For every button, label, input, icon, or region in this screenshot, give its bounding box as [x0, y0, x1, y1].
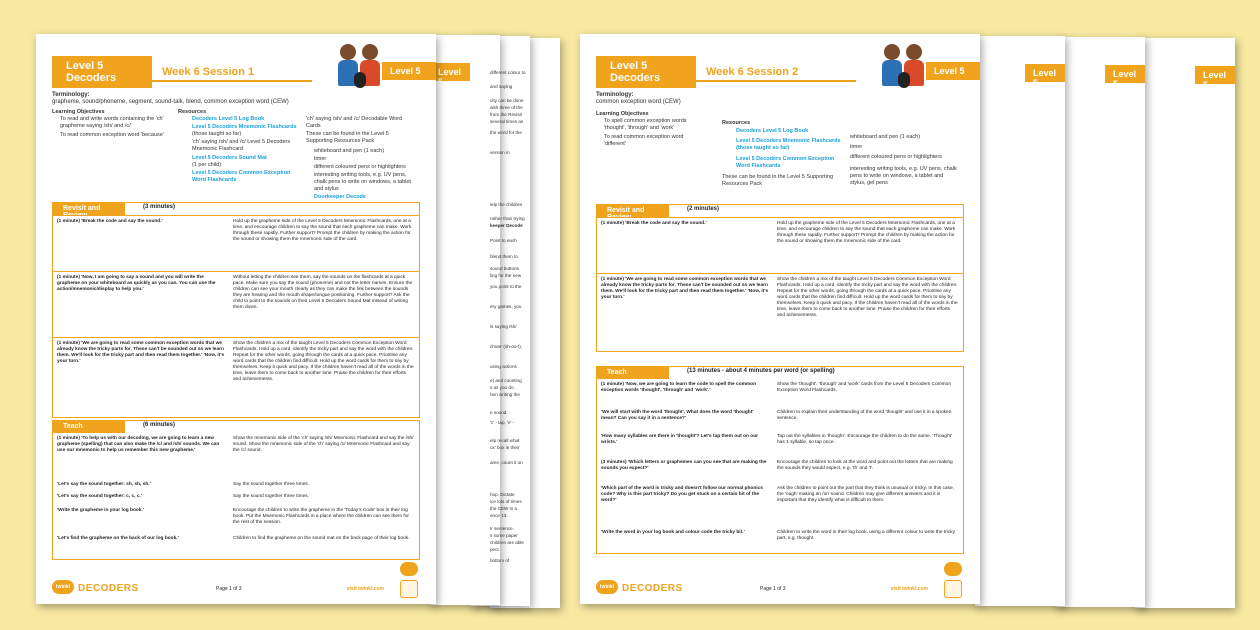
- decoders-logo: DECODERS: [78, 583, 139, 594]
- objective-item: To spell common exception words 'thought', 'through' and 'work': [604, 118, 687, 131]
- table-row: [53, 215, 419, 271]
- objectives-label: Learning Objectives: [596, 111, 649, 117]
- objectives-label: Learning Objectives: [52, 109, 105, 115]
- quality-badge-icon: [944, 580, 962, 598]
- back-level-badge: Level 5: [1105, 65, 1145, 83]
- table-row: [597, 407, 963, 431]
- snippet: the CEW in a: [490, 506, 518, 511]
- website-link: visit twinkl.com: [346, 586, 384, 592]
- snippet: s some paper: [490, 533, 518, 538]
- snippet: is saying /sh/: [490, 324, 517, 329]
- snippet: hop. Dictate: [490, 492, 515, 497]
- table-row: [597, 217, 963, 273]
- row-guidance: Show the children a mix of the taught Level 5 Decoders Common Exception Word Flashcards. Hold up a card, identify the tricky part and say the word with the children. Repeat for the other words, going through the cards at a quick pace. Prioritise any word cards that the children find difficult. Hold up the word cards for them to say by themselves. Keep it quick and pacy. If the children haven't read all of the words in the time, leave them to come back to another time. Praise the children for their efforts and achievements.: [777, 277, 958, 318]
- snippet: e) and counting: [490, 378, 522, 383]
- section-heading: Revisit and Review: [53, 203, 125, 215]
- row-guidance: Tap out the syllables in 'thought'. Encourage the children to do the same. 'Thought' has 1 syllable, so tap once.: [777, 434, 952, 445]
- sheet-footer: [36, 576, 436, 604]
- row-guidance: Children to find the grapheme on the sound mat on the back page of their log book.: [233, 536, 410, 541]
- mascot-image: [336, 42, 384, 92]
- terminology-label: Terminology:: [52, 92, 90, 98]
- snippet: ox' box in their: [490, 445, 520, 450]
- snippet: s as you do.: [490, 385, 515, 390]
- snippet: elp recall what: [490, 438, 520, 443]
- table-row: [597, 483, 963, 527]
- row-instruction: (1 minute) 'Break the code and say the sound.': [601, 221, 707, 226]
- twinkl-badge-icon: [944, 562, 962, 576]
- table-row: [597, 273, 963, 353]
- snippet: bottom of: [490, 558, 510, 563]
- back-sheet-right-2: [1055, 37, 1145, 607]
- row-guidance: Hold up the grapheme side of the Level 5 Decoders Mnemonic Flashcards, one at a time, and encourage children to say the sound that each grapheme can make. Work through these rapidly. Further support? Prompt the children by making the action for the sound or showing them the mnemonic side of the card.: [777, 221, 956, 244]
- snippet: ame, count it on: [490, 460, 523, 465]
- table-row: [53, 433, 419, 479]
- table-row: [597, 527, 963, 555]
- resource-item: interesting writing tools, e.g. UV pens, chalk pens to write on windows, a tablet and stylus: [314, 172, 411, 192]
- resource-item: timer: [314, 156, 327, 162]
- page-number: Page 1 of 3: [216, 586, 242, 592]
- row-guidance: Say the sound together three times.: [233, 482, 309, 487]
- session-title: Week 6 Session 1: [152, 62, 312, 82]
- quality-badge-icon: [400, 580, 418, 598]
- revisit-review-section: [596, 204, 964, 352]
- snippet: you point to the: [490, 284, 522, 289]
- snippet: from the Revisit: [490, 112, 522, 117]
- resources-label: Resources: [178, 109, 207, 115]
- resource-item: whiteboard and pen (1 each): [850, 134, 921, 140]
- section-heading: Teach: [597, 367, 669, 379]
- session-title: Week 6 Session 2: [696, 62, 856, 82]
- resource-item: (those taught so far): [192, 131, 242, 137]
- lesson-sheet-session-1: [36, 34, 436, 604]
- snippet: using actions: [490, 364, 517, 369]
- mascot-image: [880, 42, 928, 92]
- decoders-logo: DECODERS: [622, 583, 683, 594]
- table-row: [597, 431, 963, 457]
- snippet: ielp the children: [490, 202, 523, 207]
- row-instruction: (3 minutes) 'Which letters or graphemes can you see that are making the sounds you expect?': [601, 460, 767, 471]
- resource-item: timer: [850, 144, 863, 150]
- table-row: [53, 533, 419, 557]
- row-instruction: 'Let's say the sound together: c, c, c.': [57, 494, 142, 499]
- row-instruction: 'Write the word in your log book and colour code the tricky bit.': [601, 530, 745, 535]
- sheet-footer: [580, 576, 980, 604]
- section-time: (2 minutes): [687, 206, 720, 212]
- resource-item: Doorkeeper Decode: [314, 194, 366, 200]
- snippet: 'c' - tap, 'e' -: [490, 420, 515, 425]
- snippet: ice lots of times: [490, 499, 522, 504]
- resource-item: These can be found in the Level 5 Supporting Resources Pack: [722, 174, 833, 187]
- resource-item: different coloured pens or highlighters: [314, 164, 406, 170]
- snippet: city can be done: [490, 98, 524, 103]
- row-instruction: (1 minute) 'Now, I am going to say a sound and you will write the grapheme on your whiteboard as quickly as you can. You can use the action/mnemonic/display to help you.': [57, 275, 216, 292]
- terminology-label: Terminology:: [596, 92, 634, 98]
- row-guidance: Children to explain their understanding of the word 'thought' and use it in a spoken sentence.: [777, 410, 952, 421]
- row-guidance: Encourage the children to write the grapheme in the 'Today's Code' box in their log book. Put the Mnemonic Flashcards in a place where the children can see them for the rest of the session.: [233, 508, 409, 525]
- row-guidance: Show the mnemonic side of the 'ch' saying /sh/ Mnemonic Flashcard and say the /sh/ sound. Show the mnemonic side of the 'ch' saying /c/ Mnemonic Flashcard and say the /c/ sound.: [233, 436, 414, 453]
- resource-item: Level 5 Decoders Mnemonic Flashcards (those taught so far): [736, 138, 841, 151]
- section-heading: Revisit and Review: [597, 205, 669, 217]
- sheet-header: [596, 62, 856, 82]
- row-guidance: Show the 'thought', 'through' and 'work' cards from the Level 5 Decoders Common Exception Word Flashcards.: [777, 382, 952, 393]
- resource-item: 'ch' saying /sh/ and /c/ Level 5 Decoders Mnemonic Flashcard: [192, 139, 291, 152]
- resource-item: Level 5 Decoders Common Exception Word Flashcards: [192, 170, 291, 183]
- snippet: e sound.: [490, 410, 508, 415]
- section-heading: Teach: [53, 421, 125, 433]
- objective-item: To read common exception word 'because': [60, 132, 164, 138]
- row-instruction: 'Write the grapheme in your log book.': [57, 508, 144, 513]
- section-time: (6 minutes): [143, 422, 176, 428]
- snippet: rather than trying: [490, 216, 525, 221]
- resource-item: Level 5 Decoders Common Exception Word Flashcards: [736, 156, 835, 169]
- row-instruction: 'We will start with the word 'thought'. What does the word 'thought' mean? Can you say it in a sentence?': [601, 410, 754, 421]
- back-text-column: [490, 70, 558, 570]
- snippet: the word for the: [490, 130, 522, 135]
- snippet: ery games, you: [490, 304, 522, 309]
- row-instruction: (1 minute) 'To help us with our decoding, we are going to learn a new grapheme (spelling) that can also make the /c/ and /sh/ sounds. We can use our mnemonic to help us remember this new grapheme.': [57, 436, 220, 453]
- snippet: Ir sentence.: [490, 526, 515, 531]
- table-row: [53, 337, 419, 419]
- row-instruction: 'How many syllables are there in 'thought'? Let's tap them out on our wrists.': [601, 434, 759, 445]
- snippet: ling for the new: [490, 273, 522, 278]
- teach-section: [596, 366, 964, 554]
- table-row: [597, 457, 963, 483]
- twinkl-logo: twinkl: [596, 580, 618, 594]
- resource-item: Decoders Level 5 Log Book: [192, 116, 265, 122]
- teach-section: [52, 420, 420, 560]
- snippet: ence 13.: [490, 513, 508, 518]
- terminology-text: grapheme, sound/phoneme, segment, sound-talk, blend, common exception word (CEW): [52, 99, 289, 105]
- level-badge: Level 5: [382, 62, 436, 80]
- row-instruction: (1 minute) 'Break the code and say the sound.': [57, 219, 163, 224]
- table-row: [53, 491, 419, 503]
- back-level-badge: Level 5: [1025, 64, 1065, 82]
- snippet: pect.: [490, 547, 500, 552]
- snippet: with three of the: [490, 105, 523, 110]
- objective-item: To read and write words containing the 'ch' grapheme saying /sh/ and /c/: [60, 116, 164, 129]
- row-guidance: Encourage the children to look at the word and point out the letters that are making the sounds they would expect, e.g. 'th' and 't'.: [777, 460, 953, 471]
- objective-item: To read common exception word 'different': [604, 134, 684, 147]
- resource-item: Level 5 Decoders Mnemonic Flashcards: [192, 124, 297, 130]
- section-time: (3 minutes): [143, 204, 176, 210]
- snippet: and saying: [490, 84, 513, 89]
- row-guidance: Show the children a mix of the taught Level 5 Decoders Common Exception Word Flashcards. Hold up a card, identify the tricky part and say the word with the children. Repeat for the other words, going through the cards at a quick pace. Prioritise any word cards that the children find difficult. Hold up the word cards for them to say by themselves. Keep it quick and pacy. If the children haven't read all of the words in the time, leave them to come back to another time. Praise the children for their efforts and achievements.: [233, 341, 414, 382]
- resource-item: Decoders Level 5 Log Book: [736, 128, 809, 134]
- resource-item: Level 5 Decoders Sound Mat: [192, 155, 267, 161]
- resource-item: different coloured pens or highlighters: [850, 154, 942, 160]
- back-level-badge: Level 5: [430, 63, 470, 81]
- table-row: [53, 271, 419, 337]
- row-instruction: 'Which part of the word is tricky and doesn't follow our normal phonics code? Why is this part tricky? Do you get stuck on a certain bit of the word?': [601, 486, 763, 503]
- sheet-title: Level 5 Decoders: [52, 56, 152, 88]
- twinkl-logo: twinkl: [52, 580, 74, 594]
- row-guidance: Without letting the children see them, say the sounds on the flashcards at a quick pace. Make sure you say the sound (phoneme) and not the letter names. Ensure the children can see your mouth clearly as they can make the link between the sounds they are hearing and the mouth shape/tongue positioning. Further support? Ask the child to point to the sounds on their Level 5 Decoders Sound Mat instead of writing them down.: [233, 275, 413, 310]
- row-instruction: (1 minute) 'Now, we are going to learn the code to spell the common exception words 'thought', 'through' and 'work'.': [601, 382, 757, 393]
- twinkl-badge-icon: [400, 562, 418, 576]
- section-time: (13 minutes - about 4 minutes per word (or spelling): [687, 368, 835, 374]
- website-link: visit twinkl.com: [890, 586, 928, 592]
- snippet: different colour to: [490, 70, 526, 75]
- row-instruction: (1 minute) 'We are going to read some common exception words that we already know the tricky parts for. These can't be sounded out so we learn them. We'll look for the tricky part and then read them together.' 'Now, it's your turn.': [57, 341, 225, 364]
- sheet-title: Level 5 Decoders: [596, 56, 696, 88]
- snippet: hen writing the: [490, 392, 520, 397]
- snippet: children are able: [490, 540, 524, 545]
- snippet: several times as: [490, 119, 524, 124]
- resource-item: These can be found in the Level 5 Supporting Resources Pack: [306, 131, 389, 144]
- snippet: Point to each: [490, 238, 517, 243]
- back-sheet-right-1: [975, 36, 1065, 606]
- resource-item: whiteboard and pen (1 each): [314, 148, 385, 154]
- page-number: Page 1 of 3: [760, 586, 786, 592]
- snippet: keeper Decode: [490, 223, 523, 228]
- row-instruction: (1 minute) 'We are going to read some common exception words that we already know the tricky parts for. These can't be sounded out so we learn them. We'll look for the tricky part and then read them together.' 'Now, it's your turn.': [601, 277, 769, 300]
- row-instruction: 'Let's say the sound together: sh, sh, sh.': [57, 482, 151, 487]
- table-row: [53, 505, 419, 533]
- snippet: sound buttons: [490, 266, 519, 271]
- row-guidance: Say the sound together three times.: [233, 494, 309, 499]
- resource-item: (1 per child): [192, 162, 222, 168]
- table-row: [597, 379, 963, 407]
- revisit-review-section: [52, 202, 420, 418]
- sheet-header: [52, 62, 312, 82]
- back-sheet-right-3: [1135, 38, 1235, 608]
- lesson-sheet-session-2: [580, 34, 980, 604]
- row-guidance: Children to write the word in their log book, using a different colour to write the tricky part, e.g. thought.: [777, 530, 956, 541]
- resources-label: Resources: [722, 120, 751, 126]
- snippet: blend them to: [490, 254, 518, 259]
- snippet: chute' (sh-oo-t),: [490, 344, 523, 349]
- terminology-text: common exception word (CEW): [596, 99, 681, 105]
- snippet: version in: [490, 150, 510, 155]
- table-row: [53, 479, 419, 491]
- row-guidance: Ask the children to point out the part that they think is unusual or tricky. In this case, the 'ough' making an /or/ sound. Children may give different answers and it is important that they identify what is difficult to them.: [777, 486, 954, 503]
- resource-item: interesting writing tools, e.g. UV pens, chalk pens to write on windows, a tablet and stylus, gel pens: [850, 166, 957, 186]
- row-guidance: Hold up the grapheme side of the Level 5 Decoders Mnemonic Flashcards, one at a time, and encourage children to say the sound that each grapheme can make. Work through these rapidly. Further support? Prompt the children by making the action for the sound or showing them the mnemonic side of the card.: [233, 219, 412, 242]
- level-badge: Level 5: [926, 62, 980, 80]
- back-level-badge: Level 5: [1195, 66, 1235, 84]
- row-instruction: 'Let's find the grapheme on the back of our log book.': [57, 536, 179, 541]
- resource-item: 'ch' saying /sh/ and /c/ Decodable Word Cards: [306, 116, 403, 129]
